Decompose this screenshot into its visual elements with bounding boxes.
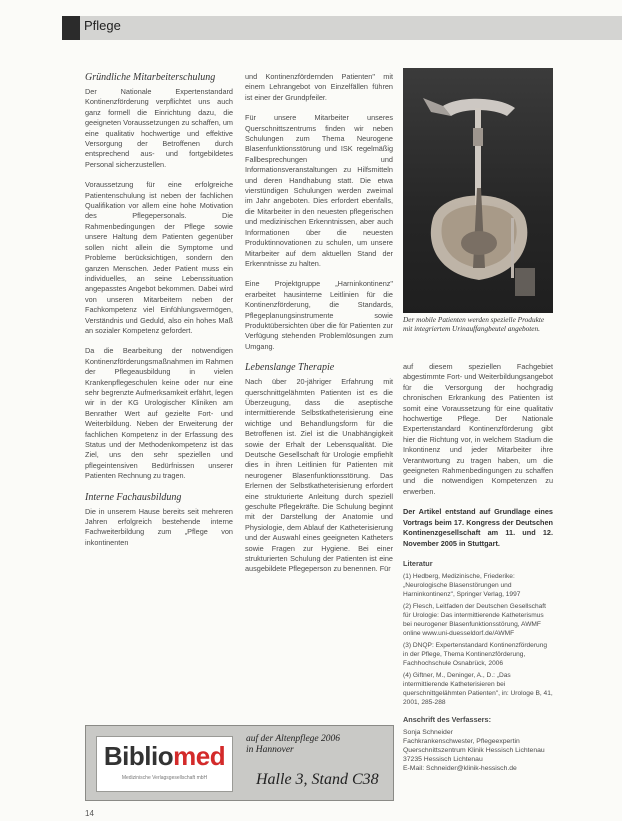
article-note: Der Artikel entstand auf Grundlage eines Vortrags beim 17. Kongress der Deutschen Kontinenzgesellschaft am 11. und 12. November 2005 in Stuttgart. <box>403 507 553 548</box>
page-number: 14 <box>85 809 94 818</box>
paragraph: Die in unserem Hause bereits seit mehreren Jahren erfolgreich bestehende interne Fachweiterbildung zum „Pflege von inkontinenten <box>85 506 233 547</box>
literature-item: (1) Hedberg, Medizinische, Friederike: „Neurologische Blasenstörungen und Harninkontinenz", Springer Verlag, 1997 <box>403 573 521 599</box>
author-heading: Anschrift des Verfassers: <box>403 715 492 725</box>
ad-stand-number: Halle 3, Stand C38 <box>256 771 379 788</box>
heading-interne-fachausbildung: Interne Fachausbildung <box>85 491 182 503</box>
author-line: E-Mail: Schneider@klinik-hessisch.de <box>403 764 517 772</box>
photo-caption: Der mobile Patienten werden spezielle Produkte mit integriertem Urinauffangbeutel angeboten. <box>403 315 545 334</box>
paragraph: Eine Projektgruppe „Harninkontinenz" erarbeitet hausinterne Leitlinien für die Kontinenzförderung, die Standards, Pflegeplanungsinstrumente sowie Produktübersichten über die für Patienten zur Verfügung stehenden Problemlösungen zum Umgang. <box>245 279 393 351</box>
literature-item: (4) Giftner, M., Deninger, A., D.: „Das intermittierende Katheterisieren bei querschnittgelähmten Patienten", in: Urologe B, 41, 2001, 285-288 <box>403 672 553 707</box>
paragraph: Da die Bearbeitung der notwendigen Kontinenzförderungsmaßnahmen im Rahmen der Pflegeausbildung in vielen Krankenpflegeschulen keine oder nur eine sehr begrenzte Aufmerksamkeit erfährt, legen wir in der KG Urologischer Kliniken am Benrather Wert auf gezielte Fort- und Weiterbildung. Neben der Erweiterung der fachlichen Kompetenz in der Erfassung des Status und der Methodenkompetenz ist das Ziel, uns den sehr speziellen und pflegeintensiven Bedürfnissen unserer Patienten Rechnung zu tragen. <box>85 346 233 481</box>
column-left <box>85 72 233 558</box>
ad-event-line: auf der Altenpflege 2006 <box>246 734 341 744</box>
bibliomed-logo <box>96 736 233 792</box>
paragraph: Nach über 20-jähriger Erfahrung mit querschnittgelähmten Patienten ist es die Überzeugung, dass die aseptische intermittierende Selbstkatheterisierung eine wichtige und Behandlungsform für die Betroffenen ist. Ziel ist die Unabhängigkeit sowie der Erhalt der Lebensqualität. Die Deutsche Gesellschaft für Urologie empfiehlt dies in ihren Leitlinien für Patienten mit neurogener Blasenfunktionsstörung. Das Erlernen der Selbstkatheterisierung erfordert eine strukturierte Anleitung durch speziell geschulte Pflegekräfte. Die Schulung beginnt mit der Darstellung der Anatomie und Physiologie, dem Ablauf der Katheterisierung und der Auswahl eines geeigneten Katheters sowie Fragen zur Hygiene. Bei einer strukturierten Schulung der Patienten ist eine ausgebildete Pflegeperson zu benennen. Für <box>245 377 393 574</box>
literature-item: (2) Flesch, Leitfaden der Deutschen Gesellschaft für Urologie: Das intermittierende Katheterismus bei neurogener Blasenfunktionsstörung, AWMF online www.uni-duesseldorf.de/AWMF <box>403 603 546 638</box>
column-right <box>403 362 553 773</box>
literature-item: (3) DNQP: Expertenstandard Kontinenzförderung in der Pflege, Thema Kontinenzförderung, Fachhochschule Osnabrück, 2006 <box>403 642 548 668</box>
column-middle <box>245 72 393 585</box>
paragraph: und Kontinenzfördernden Patienten" mit einem Lehrangebot von Einzelfällen führen ist einer der Grundpfeiler. <box>245 72 393 102</box>
logo-text-accent: med <box>173 741 226 771</box>
logo-subtitle: Medizinische Verlagsgesellschaft mbH <box>121 775 208 781</box>
author-line: 37235 Hessisch Lichtenau <box>403 755 483 763</box>
product-photo <box>403 68 553 313</box>
paragraph: Der Nationale Expertenstandard Kontinenzförderung verpflichtet uns auch ganz formell die Einrichtung dazu, die geeigneten Voraussetzungen zu schaffen, um eine qualitativ hochwertige und effektive Versorgung der Betroffenen durch entsprechend aus- und fortgebildetes Personal sicherzustellen. <box>85 87 233 169</box>
author-line: Fachkrankenschwester, Pflegeexpertin <box>403 737 520 745</box>
ad-location-line: in Hannover <box>246 745 294 755</box>
bibliomed-advertisement[interactable] <box>85 725 394 801</box>
logo-text-main: Biblio <box>103 741 174 771</box>
author-line: Sonja Schneider <box>403 728 453 736</box>
heading-lebenslange-therapie: Lebenslange Therapie <box>245 362 335 374</box>
literature-heading: Literatur <box>403 558 433 568</box>
heading-mitarbeiterschulung: Gründliche Mitarbeiterschulung <box>85 72 216 83</box>
paragraph: Für unsere Mitarbeiter unseres Querschnittszentrums finden wir neben Schulungen zum Thema Neurogene Blasenfunktionsstörung und ISK regelmäßig Fallbesprechungen und Informationsveranstaltungen zu Hilfsmitteln und deren Handhabung statt. Die etwa vierstündigen Schulungen werden zweimal im Jahr angeboten. Dies erfordert ebenfalls, die Mitarbeiter in den neuesten pflegerischen und medizinischen Erkenntnissen, aber auch Informationen über die neuesten Produktinnovationen zu schulen, um unsere Mitarbeiter auf dem aktuellen Stand der Erkenntnisse zu halten. <box>245 113 393 268</box>
header-bar <box>62 16 622 40</box>
urine-bag-image <box>403 68 553 313</box>
page-section-title: Pflege <box>84 18 121 33</box>
paragraph: Voraussetzung für eine erfolgreiche Patientenschulung ist neben der fachlichen Qualifikation vor allem eine hohe Motivation des Pflegepersonals. Die Rahmenbedingungen der Pflege sowie unsere Haltung dem Patienten gegenüber sollen nicht allein die Symptome und Probleme berücksichtigen, sondern den ganzen Menschen. Jeder Patient muss ein individuelles, an seine Lebenssituation angepasstes Angebot bekommen. Dabei wird von unseren Mitarbeitern neben der Fachkompetenz viel Einfühlungsvermögen, Verständnis und Geduld, also ein hohes Maß an sozialer Kompetenz gefordert. <box>85 180 233 335</box>
author-line: Querschnittszentrum Klinik Hessisch Lichtenau <box>403 746 545 754</box>
paragraph: auf diesem speziellen Fachgebiet abgestimmte Fort- und Weiterbildungsangebot für die Versorgung der hochgradig chronischen Erkrankung des Patienten ist somit eine Voraussetzung für eine qualitativ hochwertige Pflege. Der Nationale Expertenstandard Kontinenzförderung gibt hier die Richtung vor, in welchem Stadium die Inkontinenz und jeder Mitarbeiter ihre Verantwortung zu tragen haben, um die geeigneten Rahmenbedingungen zu schaffen und die notwendigen Kompetenzen zu erwerben. <box>403 362 553 496</box>
